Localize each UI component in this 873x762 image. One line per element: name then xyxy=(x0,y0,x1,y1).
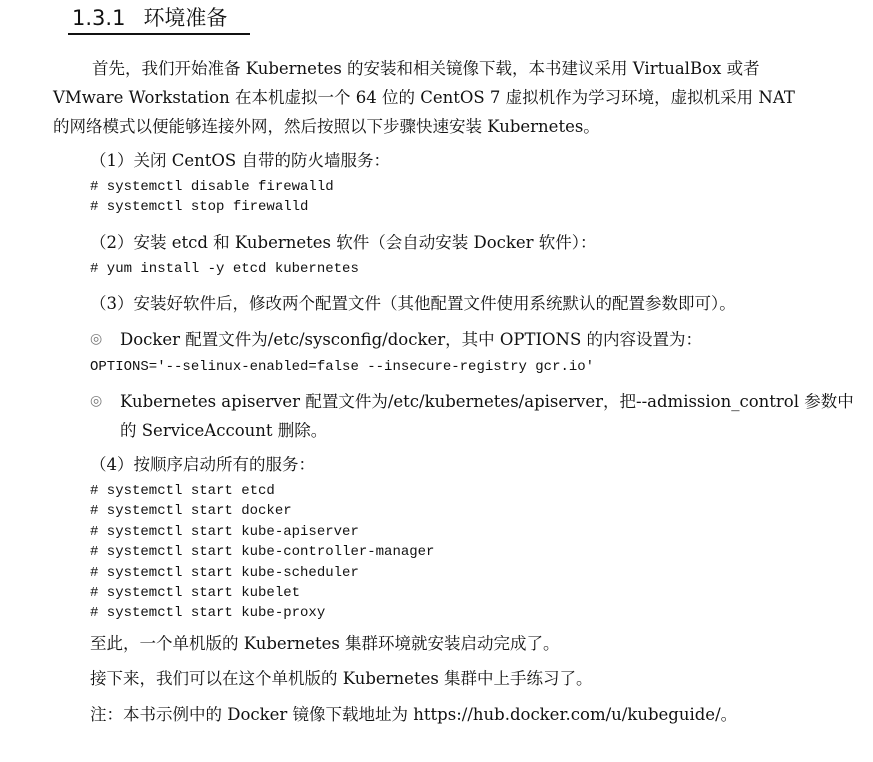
code-line: # systemctl start docker xyxy=(90,503,292,520)
step-4-text: （4）按顺序启动所有的服务： xyxy=(90,455,315,474)
code-line: # systemctl start kube-apiserver xyxy=(90,523,359,540)
code-line: # systemctl start kube-scheduler xyxy=(90,564,359,581)
code-line: # systemctl start kube-proxy xyxy=(90,605,326,622)
heading-underline xyxy=(68,33,250,35)
code-line: # systemctl start etcd xyxy=(90,483,275,499)
step-2-code-block xyxy=(90,259,359,279)
step-1-text: （1）关闭 CentOS 自带的防火墙服务： xyxy=(90,151,390,170)
bullet-1-text: Docker 配置文件为/etc/sysconfig/docker，其中 OPTIONS 的内容设置为： xyxy=(120,330,703,349)
section-number: 1.3.1 xyxy=(72,6,126,30)
step-3-text: （3）安装好软件后，修改两个配置文件（其他配置文件使用系统默认的配置参数即可）。 xyxy=(90,294,736,313)
code-line: # systemctl stop firewalld xyxy=(90,199,309,216)
intro-line-1: 首先，我们开始准备 Kubernetes 的安装和相关镜像下载，本书建议采用 VirtualBox 或者 xyxy=(92,59,760,78)
bullet-2-line-2: 的 ServiceAccount 删除。 xyxy=(120,421,328,440)
intro-line-3: 的网络模式以便能够连接外网，然后按照以下步骤快速安装 Kubernetes。 xyxy=(53,117,600,136)
bullet-2-icon: ◎ xyxy=(90,393,103,409)
section-title: 环境准备 xyxy=(143,6,228,30)
closing-line-1: 至此，一个单机版的 Kubernetes 集群环境就安装启动完成了。 xyxy=(90,634,560,653)
bullet-1-icon: ◎ xyxy=(90,331,103,347)
step-2-text: （2）安装 etcd 和 Kubernetes 软件（会自动安装 Docker 软件）： xyxy=(90,233,597,252)
code-line: # systemctl start kubelet xyxy=(90,585,301,602)
options-code-line: OPTIONS='--selinux-enabled=false --insecure-registry gcr.io' xyxy=(90,359,595,375)
code-line: # systemctl disable firewalld xyxy=(90,179,334,195)
code-line: # systemctl start kube-controller-manager xyxy=(90,544,435,561)
intro-line-2: VMware Workstation 在本机虚拟一个 64 位的 CentOS 7 虚拟机作为学习环境，虚拟机采用 NAT xyxy=(53,88,795,107)
step-1-code-block xyxy=(90,177,334,218)
closing-note: 注：本书示例中的 Docker 镜像下载地址为 https://hub.docker.com/u/kubeguide/。 xyxy=(90,705,738,724)
closing-line-2: 接下来，我们可以在这个单机版的 Kubernetes 集群中上手练习了。 xyxy=(90,669,593,688)
code-line: # yum install -y etcd kubernetes xyxy=(90,261,359,277)
bullet-2-line-1: Kubernetes apiserver 配置文件为/etc/kubernetes/apiserver，把--admission_control 参数中 xyxy=(120,392,854,411)
step-4-code-block xyxy=(90,481,434,624)
section-heading xyxy=(72,2,227,32)
